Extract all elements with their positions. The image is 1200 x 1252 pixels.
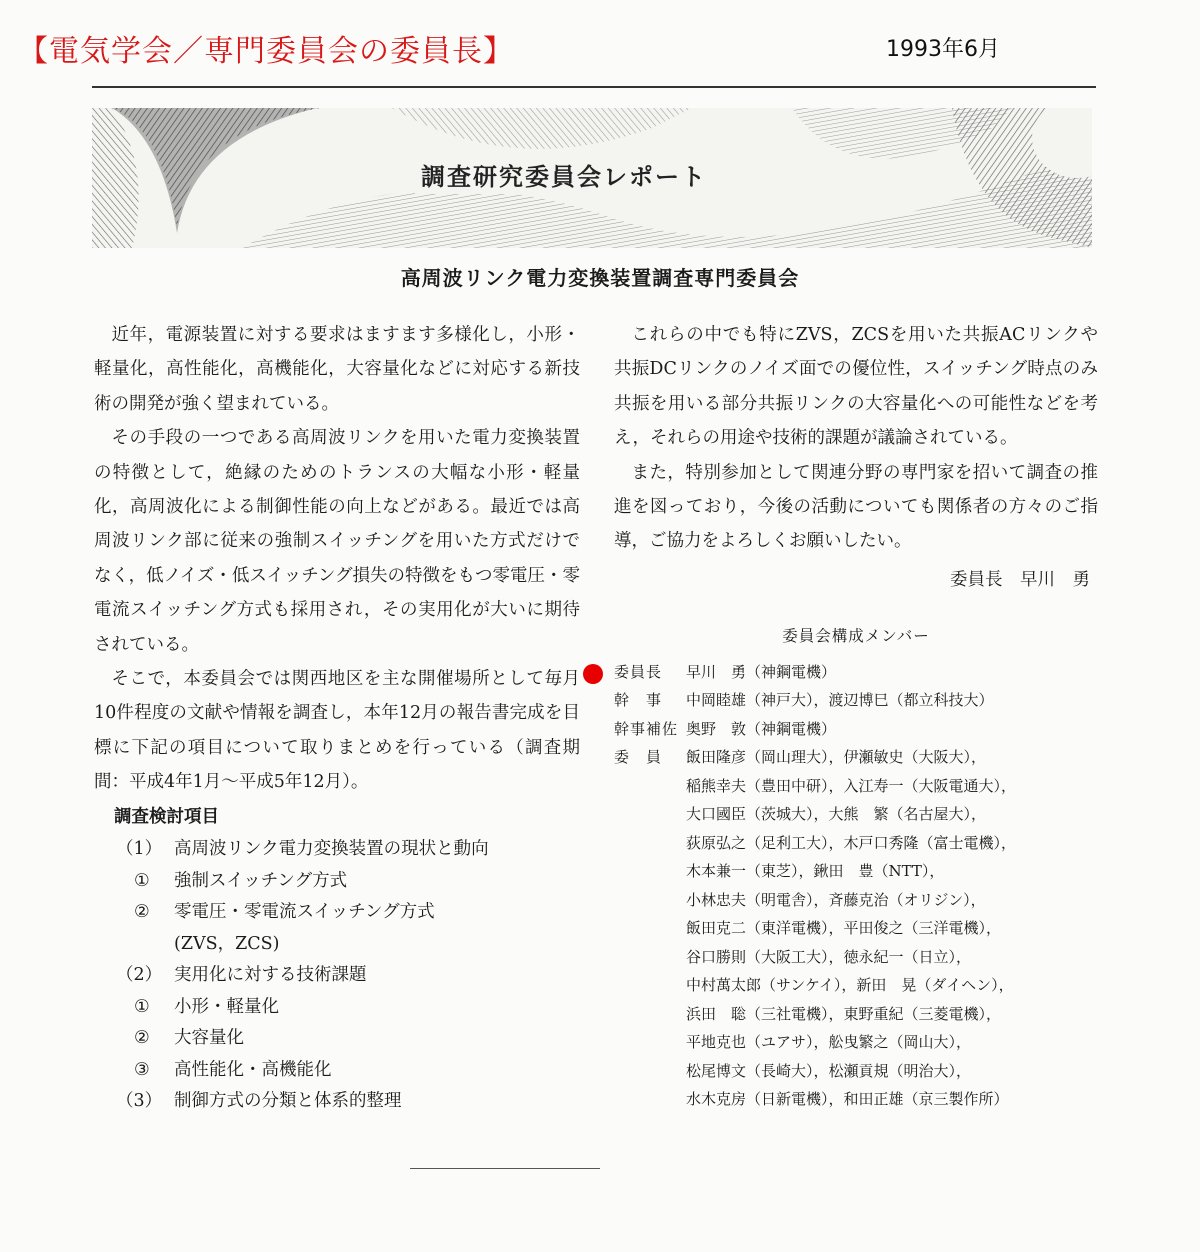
member-role [614, 914, 686, 943]
member-role [614, 943, 686, 972]
document-header-title: 【電気学会／専門委員会の委員長】 [18, 34, 514, 69]
member-names: 大口國臣（茨城大），大熊 繁（名古屋大）， [686, 805, 987, 824]
list-item [94, 1086, 580, 1118]
member-names: 谷口勝則（大阪工大），徳永紀一（日立）， [686, 947, 972, 966]
member-row [614, 1000, 1098, 1029]
member-row [614, 1057, 1098, 1086]
committee-title: 高周波リンク電力変換装置調査専門委員会 [400, 266, 800, 290]
member-names: 奥野 敦（神鋼電機） [686, 719, 837, 738]
item-number: ② [134, 1028, 150, 1049]
member-names: 飯田克二（東洋電機），平田俊之（三洋電機）， [686, 919, 1002, 938]
member-names: 木本兼一（東芝），鍬田 豊（NTT）， [686, 862, 945, 881]
intro-paragraph-2: その手段の一つである高周波リンクを用いた電力変換装置の特徴として，絶縁のためのトランスの大幅な小形・軽量化，高周波化による制御性能の向上などがある。最近では高周波リンク部に従来の強制スイッチングを用いた方式だけでなく，低ノイズ・低スイッチング損失の特徴をもつ零電圧・零電流スイッチング方式も採用され，その実用化が大いに期待されている。 [94, 428, 580, 655]
member-row [614, 686, 1098, 715]
member-role [614, 886, 686, 915]
intro-paragraph-1: 近年，電源装置に対する要求はますます多様化し，小形・軽量化，高性能化，高機能化，大容量化などに対応する新技術の開発が強く望まれている。 [94, 325, 580, 414]
item-number: ① [134, 870, 150, 891]
member-names: 平地克也（ユアサ），舩曳繁之（岡山大）， [686, 1033, 972, 1052]
member-names: 荻原弘之（足利工大），木戸口秀隆（富士電機）， [686, 833, 1017, 852]
item-number: （2） [116, 965, 163, 986]
top-divider [92, 86, 1096, 88]
item-number: ② [134, 902, 150, 923]
member-row [614, 886, 1098, 915]
member-row [614, 943, 1098, 972]
item-number: ③ [134, 1059, 150, 1080]
member-role [614, 800, 686, 829]
member-role: 幹 事 [614, 691, 663, 710]
banner-title: 調査研究委員会レポート [415, 155, 713, 194]
member-names: 中岡睦雄（神戸大），渡辺博巳（都立科技大） [686, 691, 994, 710]
member-row [614, 715, 1098, 744]
member-role [614, 857, 686, 886]
investigation-items [94, 834, 580, 1118]
list-item [94, 1055, 580, 1087]
member-names: 松尾博文（長崎大），松瀬貢規（明治大）， [686, 1061, 972, 1080]
section-heading: 調査検討項目 [114, 806, 219, 827]
list-item [94, 866, 580, 898]
member-names: 小林忠夫（明電舎），斉藤克治（オリジン）， [686, 890, 986, 909]
member-row [614, 971, 1098, 1000]
member-role [614, 829, 686, 858]
intro-paragraph-3: そこで，本委員会では関西地区を主な開催場所として毎月10件程度の文献や情報を調査し，本年12月の報告書完成を目標に下記の項目について取りまとめを行っている（調査期間：平成4年1月～平成5年12月）。 [94, 669, 580, 793]
item-text: (ZVS，ZCS) [174, 933, 280, 954]
item-text: 制御方式の分類と体系的整理 [174, 1091, 402, 1112]
item-number: （3） [116, 1091, 163, 1112]
member-names: 中村萬太郎（サンケイ），新田 晃（ダイヘン）， [686, 976, 1014, 995]
member-row [614, 1028, 1098, 1057]
item-text: 高周波リンク電力変換装置の現状と動向 [174, 839, 489, 860]
member-role: 委 員 [614, 748, 663, 767]
item-text: 零電圧・零電流スイッチング方式 [174, 902, 435, 923]
member-role: 幹事補佐 [614, 719, 679, 738]
members-heading: 委員会構成メンバー [782, 627, 930, 646]
member-row [614, 658, 1098, 687]
member-row [614, 829, 1098, 858]
member-row [614, 800, 1098, 829]
right-column [614, 318, 1098, 1114]
member-names: 水木克房（日新電機），和田正雄（京三製作所） [686, 1090, 1009, 1109]
member-role [614, 1000, 686, 1029]
list-item [94, 992, 580, 1024]
member-role [614, 1085, 686, 1114]
list-item [94, 1023, 580, 1055]
item-number: （1） [116, 839, 163, 860]
item-text: 高性能化・高機能化 [174, 1059, 332, 1080]
left-column [94, 318, 580, 1118]
chair-signature: 委員長 早川 勇 [950, 569, 1090, 590]
member-row [614, 914, 1098, 943]
member-role [614, 1028, 686, 1057]
bottom-divider [410, 1168, 600, 1169]
item-number: ① [134, 996, 150, 1017]
member-row [614, 857, 1098, 886]
member-role: 委員長 [614, 662, 663, 681]
item-text: 強制スイッチング方式 [174, 870, 348, 891]
discussion-paragraph-2: また，特別参加として関連分野の専門家を招いて調査の推進を図っており，今後の活動についても関係者の方々のご指導，ご協力をよろしくお願いしたい。 [614, 462, 1098, 552]
member-role [614, 971, 686, 1000]
item-text: 実用化に対する技術課題 [174, 965, 367, 986]
highlight-marker-dot [583, 664, 603, 684]
list-item [94, 929, 580, 961]
member-names: 飯田隆彦（岡山理大），伊瀬敏史（大阪大）， [686, 748, 987, 767]
member-row [614, 772, 1098, 801]
member-role [614, 1057, 686, 1086]
member-role [614, 772, 686, 801]
discussion-paragraph-1: これらの中でも特にZVS，ZCSを用いた共振ACリンクや共振DCリンクのノイズ面での優位性，スイッチング時点のみ共振を用いる部分共振リンクの大容量化への可能性などを考え，それらの用途や技術的課題が議論されている。 [614, 325, 1098, 449]
document-date: 1993年6月 [886, 37, 1000, 62]
member-list [614, 658, 1098, 1114]
member-row [614, 1085, 1098, 1114]
member-row [614, 743, 1098, 772]
item-text: 大容量化 [174, 1028, 244, 1049]
member-names: 稲熊幸夫（豊田中研），入江寿一（大阪電通大）， [686, 776, 1017, 795]
list-item [94, 834, 580, 866]
list-item [94, 897, 580, 929]
item-text: 小形・軽量化 [174, 996, 279, 1017]
list-item [94, 960, 580, 992]
member-names: 浜田 聡（三社電機），東野重紀（三菱電機）， [686, 1004, 1002, 1023]
member-names: 早川 勇（神鋼電機） [686, 662, 837, 681]
